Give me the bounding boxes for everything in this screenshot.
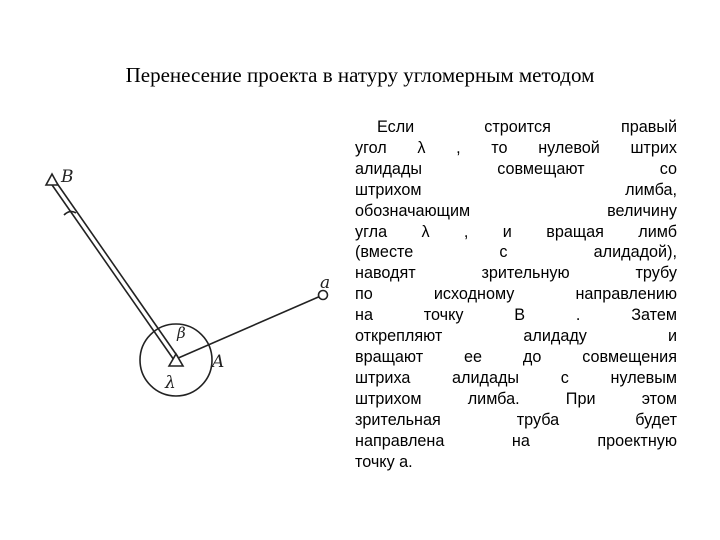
point-b-marker [46,174,58,185]
label-lambda: λ [165,373,176,393]
text-line: штрихом лимба. При этом [355,389,677,408]
text-line: угла λ , и вращая лимб [355,222,677,241]
description-text [355,117,677,472]
label-a-small: a [320,273,331,293]
text-line: угол λ , то нулевой штрих [355,138,677,157]
ray-to-a [176,295,323,359]
label-a-capital: A [212,352,225,372]
text-line: на точку B . Затем [355,306,677,325]
angle-diagram [30,160,350,410]
text-line: по исходному направлению [355,285,677,304]
text-line: направлена на проектную [355,431,677,450]
text-line: штрихом лимба, [355,180,677,199]
text-line: зрительная труба будет [355,410,677,429]
text-line: точку а. [355,452,413,471]
text-line: наводят зрительную трубу [355,264,677,283]
label-b: B [61,167,74,187]
label-beta: β [177,324,186,342]
text-line: обозначающим величину [355,201,677,220]
text-line: открепляют алидаду и [355,327,677,346]
ray-tick-mark [64,211,76,215]
ray-to-b [50,179,178,360]
text-line: Если строится правый [377,118,677,136]
slide-title: Перенесение проекта в натуру угломерным методом [125,63,595,87]
text-line: (вместе с алидадой), [355,243,677,262]
text-line: алидады совмещают со [355,159,677,178]
text-line: штриха алидады с нулевым [355,368,677,387]
text-line: вращают ее до совмещения [355,347,677,366]
